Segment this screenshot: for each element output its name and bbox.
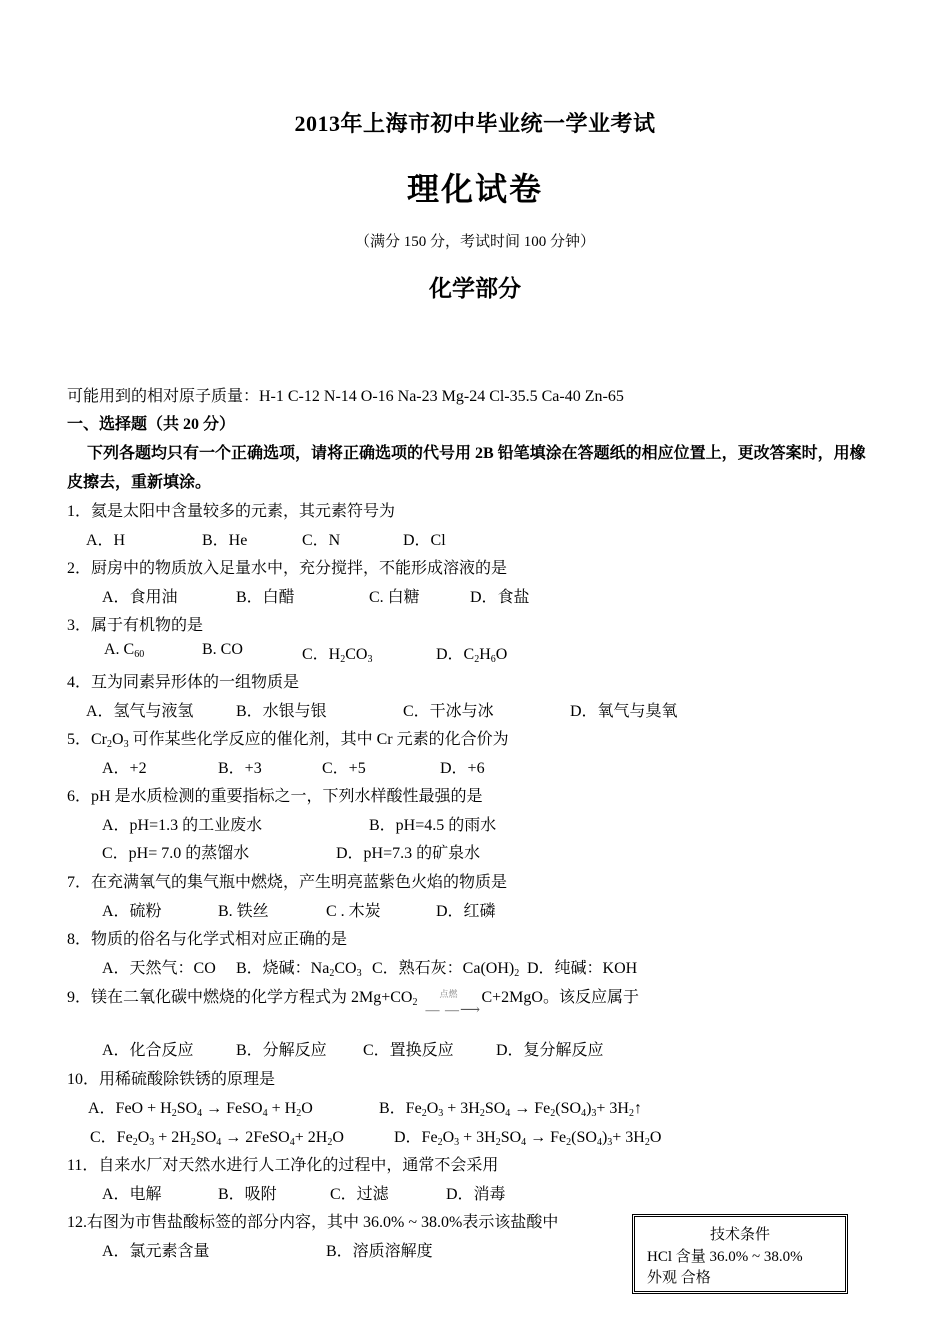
q2-option-d: D．食盐 xyxy=(470,589,530,606)
q10-stem: 10．用稀硫酸除铁锈的原理是 xyxy=(67,1071,276,1088)
q3-option-c: C．$H_2CO_3$ xyxy=(302,646,373,665)
q7-option-c: C . 木炭 xyxy=(326,903,381,920)
q2-stem: 2．厨房中的物质放入足量水中，充分搅拌，不能形成溶液的是 xyxy=(67,560,508,577)
q11-stem: 11．自来水厂对天然水进行人工净化的过程中，通常不会采用 xyxy=(67,1157,499,1174)
q12-option-b: B．溶质溶解度 xyxy=(326,1243,433,1260)
q1-option-a: A．H xyxy=(86,532,126,549)
q11-option-d: D．消毒 xyxy=(446,1186,506,1203)
q6-option-a: A．pH=1.3 的工业废水 xyxy=(102,817,263,834)
q5-stem: 5．$Cr_2O_3$ 可作某些化学反应的催化剂，其中 Cr 元素的化合价为 xyxy=(67,731,509,750)
q4-option-c: C．干冰与冰 xyxy=(403,703,494,720)
q4-stem: 4．互为同素异形体的一组物质是 xyxy=(67,674,300,691)
q11-option-a: A．电解 xyxy=(102,1186,162,1203)
q2-option-b: B．白醋 xyxy=(236,589,295,606)
part1-title: 一、选择题（共 20 分） xyxy=(67,416,236,433)
q6-option-c: C．pH= 7.0 的蒸馏水 xyxy=(102,845,250,862)
q2-option-a: A．食用油 xyxy=(102,589,178,606)
hcl-label-box xyxy=(632,1214,848,1294)
q3-option-a: A. $C_{60}$ xyxy=(104,641,145,660)
q10-option-c: C．$Fe_2O_3 + 2H_2SO_4$ → 2FeSO$_4$+ $2H_2O$ xyxy=(90,1129,344,1148)
q11-option-b: B．吸附 xyxy=(218,1186,277,1203)
q10-option-d: D．$Fe_2O_3 + 3H_2SO_4 \to Fe_2(SO_4)_3+ 3H_2O$ xyxy=(394,1129,662,1148)
q5-option-b: B．+3 xyxy=(218,760,262,777)
q12-option-a: A．氯元素含量 xyxy=(102,1243,210,1260)
reaction-arrow xyxy=(425,989,482,1018)
q8-option-c: C．熟石灰：$Ca(OH)_2$ xyxy=(372,960,520,979)
q10-option-a: A．FeO + $H_2SO_4$ → FeSO$_4$ + $H_2O$ xyxy=(88,1100,313,1119)
q7-option-b: B. 铁丝 xyxy=(218,903,269,920)
q3-option-d: D．$C_2H_6O$ xyxy=(436,646,508,665)
q9-stem: 9．镁在二氧化碳中燃烧的化学方程式为 $2Mg+CO_2$ 点燃 — —⟶ C+2MgO。该反应属于 xyxy=(67,989,639,1018)
label-box-appearance: 外观 合格 xyxy=(647,1270,711,1286)
q7-option-a: A．硫粉 xyxy=(102,903,162,920)
exam-title: 2013年上海市初中毕业统一学业考试 xyxy=(294,111,656,136)
atomic-masses: 可能用到的相对原子质量：H-1 C-12 N-14 O-16 Na-23 Mg-24 Cl-35.5 Ca-40 Zn-65 xyxy=(67,388,624,405)
q6-option-d: D．pH=7.3 的矿泉水 xyxy=(336,845,481,862)
q5-option-c: C．+5 xyxy=(322,760,366,777)
q11-option-c: C．过滤 xyxy=(330,1186,389,1203)
q3-stem: 3．属于有机物的是 xyxy=(67,617,204,634)
q1-option-c: C．N xyxy=(302,532,341,549)
q5-option-a: A．+2 xyxy=(102,760,147,777)
q8-option-b: B．烧碱：$Na_2CO_3$ xyxy=(236,960,362,979)
q4-option-a: A．氢气与液氢 xyxy=(86,703,194,720)
q7-option-d: D．红磷 xyxy=(436,903,496,920)
q8-stem: 8．物质的俗名与化学式相对应正确的是 xyxy=(67,931,348,948)
q12-stem: 12.右图为市售盐酸标签的部分内容，其中 36.0% ~ 38.0%表示该盐酸中 xyxy=(67,1214,559,1231)
q6-stem: 6．pH 是水质检测的重要指标之一，下列水样酸性最强的是 xyxy=(67,788,483,805)
part1-instruction-line2: 皮擦去，重新填涂。 xyxy=(67,474,212,491)
q6-option-b: B．pH=4.5 的雨水 xyxy=(369,817,497,834)
paper-title: 理化试卷 xyxy=(406,171,543,207)
reaction-arrow-line: — —⟶ xyxy=(425,1003,482,1018)
score-time-note: （满分 150 分，考试时间 100 分钟） xyxy=(354,234,595,250)
label-box-title: 技术条件 xyxy=(709,1227,770,1243)
q5-option-d: D．+6 xyxy=(440,760,485,777)
reaction-condition: 点燃 xyxy=(439,989,458,999)
q9-option-c: C．置换反应 xyxy=(363,1042,454,1059)
q1-stem: 1．氦是太阳中含量较多的元素，其元素符号为 xyxy=(67,503,396,520)
q8-option-d: D．纯碱：KOH xyxy=(527,960,638,977)
q8-option-a: A．天然气：CO xyxy=(102,960,216,977)
part1-instruction-line1: 下列各题均只有一个正确选项，请将正确选项的代号用 2B 铅笔填涂在答题纸的相应位置上，更改答案时，用橡 xyxy=(87,445,866,462)
q4-option-b: B．水银与银 xyxy=(236,703,327,720)
section-title: 化学部分 xyxy=(429,276,521,301)
q9-option-d: D．复分解反应 xyxy=(496,1042,604,1059)
q3-option-b: B. CO xyxy=(202,641,243,658)
q10-option-b: B．$Fe_2O_3 + 3H_2SO_4 \to Fe_2(SO_4)_3+$ $3H_2↑$ xyxy=(379,1100,642,1119)
q7-stem: 7．在充满氧气的集气瓶中燃烧，产生明亮蓝紫色火焰的物质是 xyxy=(67,874,508,891)
label-box-hcl-content: HCl 含量 36.0% ~ 38.0% xyxy=(647,1249,803,1265)
q9-option-a: A．化合反应 xyxy=(102,1042,194,1059)
q2-option-c: C. 白糖 xyxy=(369,589,420,606)
q4-option-d: D．氧气与臭氧 xyxy=(570,703,678,720)
q1-option-d: D．Cl xyxy=(403,532,446,549)
q1-option-b: B．He xyxy=(202,532,248,549)
q9-option-b: B．分解反应 xyxy=(236,1042,327,1059)
